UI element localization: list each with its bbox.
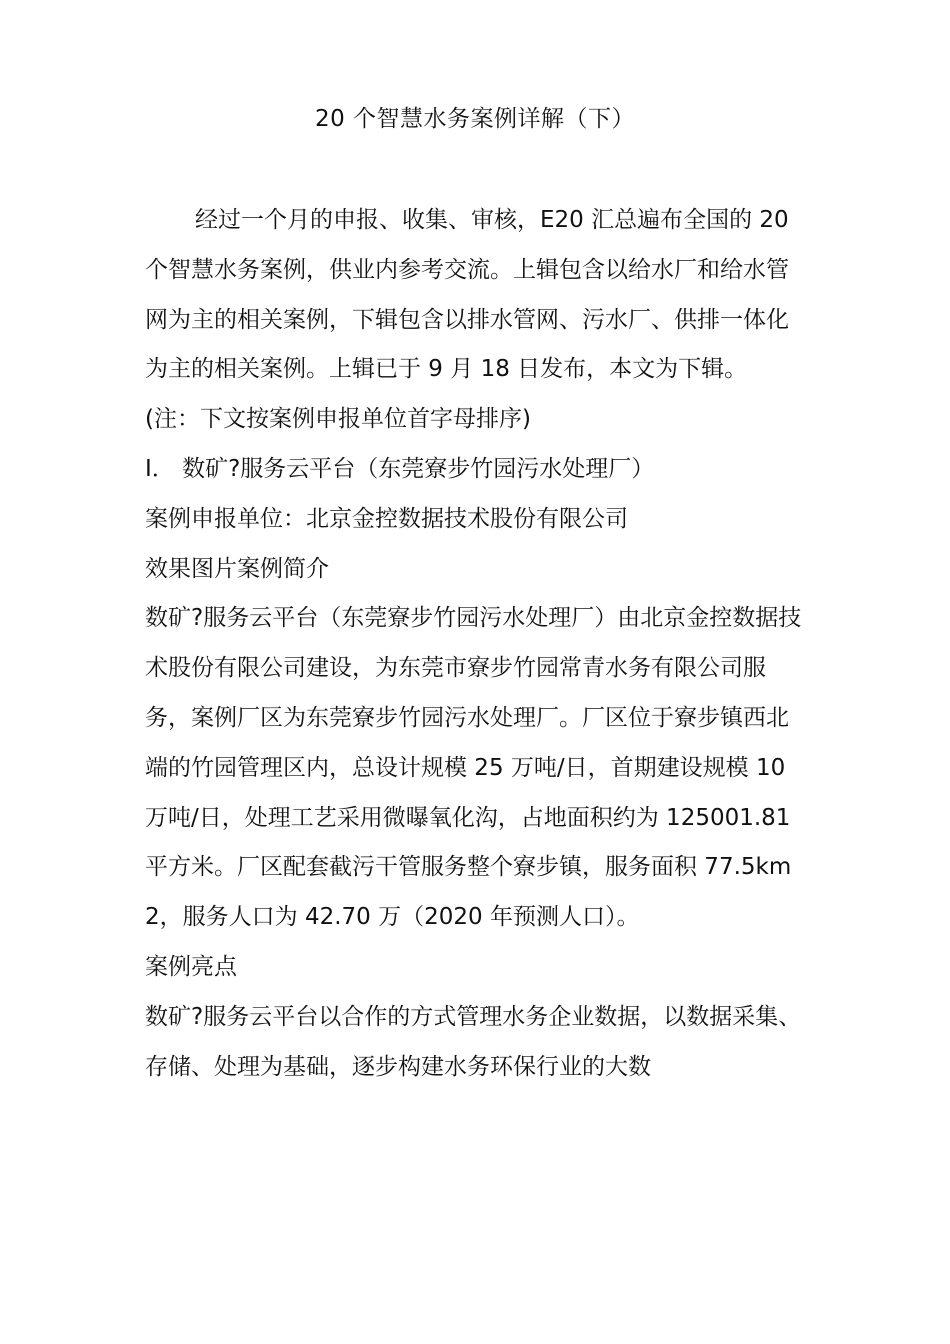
case-description: 数矿?服务云平台（东莞寮步竹园污水处理厂）由北京金控数据技术股份有限公司建设，为东莞市寮步竹园常青水务有限公司服务，案例厂区为东莞寮步竹园污水处理厂。厂区位于寮步镇西北端的竹园管理区内，总设计规模 25 万吨/日，首期建设规模 10 万吨/日，处理工艺采用微曝氧化沟，占地面积约为 125001.81 平方米。厂区配套截污干管服务整个寮步镇，服务面积 77.5km2，服务人口为 42.70 万（2020 年预测人口）。 (145, 605, 802, 931)
sort-note: (注：下文按案例申报单位首字母排序) (145, 406, 531, 433)
case-highlights-text: 数矿?服务云平台以合作的方式管理水务企业数据，以数据采集、存储、处理为基础，逐步构建水务环保行业的大数 (145, 1003, 802, 1080)
case-highlights-heading: 案例亮点 (145, 953, 237, 980)
intro-paragraph: 经过一个月的申报、收集、审核，E20 汇总遍布全国的 20 个智慧水务案例，供业内参考交流。上辑包含以给水厂和给水管网为主的相关案例，下辑包含以排水管网、污水厂、供排一体化为主的相关案例。上辑已于 9 月 18 日发布，本文为下辑。 (145, 207, 789, 383)
document-body (145, 196, 810, 1092)
document-title: 20 个智慧水务案例详解（下） (314, 106, 636, 132)
case-applicant: 案例申报单位：北京金控数据技术股份有限公司 (145, 505, 628, 532)
case-intro-heading: 效果图片案例简介 (145, 555, 329, 582)
case-heading: I． 数矿?服务云平台（东莞寮步竹园污水处理厂） (145, 455, 655, 482)
